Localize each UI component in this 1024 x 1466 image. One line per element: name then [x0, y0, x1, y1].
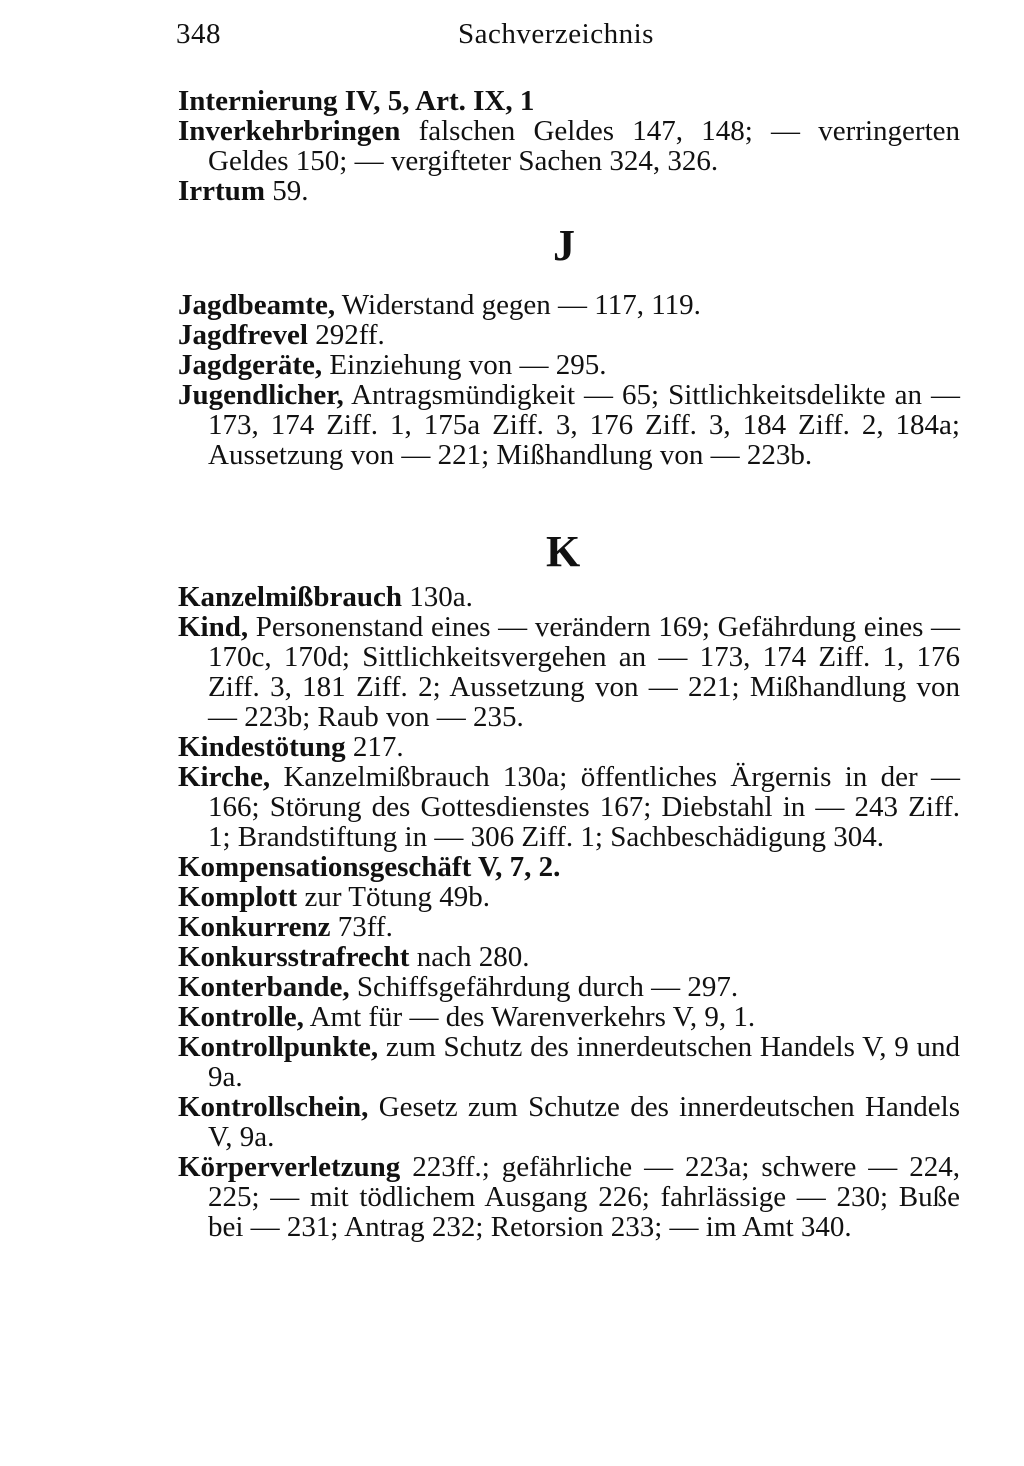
entry-term: Jugendlicher,: [178, 379, 344, 411]
index-entry: [178, 116, 960, 176]
entry-text: Widerstand gegen — 117, 119.: [335, 289, 701, 321]
index-entry: [178, 972, 960, 1002]
index-entry: [178, 176, 960, 206]
index-entry: [178, 290, 960, 320]
entry-text: Schiffsgefährdung durch — 297.: [349, 971, 739, 1003]
section-letter-k: K: [546, 527, 581, 576]
index-entry: [178, 320, 960, 350]
index-entry: [178, 882, 960, 912]
entry-text: Antragsmündigkeit — 65; Sittlichkeitsdelikte an — 173, 174 Ziff. 1, 175a Ziff. 3, 176 Ziff. 3, 184 Ziff. 2, 184a; Aussetzung von — 221; Mißhandlung von — 223b.: [208, 379, 960, 471]
entry-text: Gesetz zum Schutze des innerdeutschen Handels V, 9a.: [208, 1091, 960, 1153]
entry-term: Kindestötung: [178, 731, 346, 763]
index-entry: [178, 912, 960, 942]
entry-term: Kontrolle,: [178, 1001, 304, 1033]
entry-term: Kompensationsgeschäft V, 7, 2.: [178, 851, 561, 883]
running-head: Sachverzeichnis: [458, 18, 654, 50]
index-entry: [178, 86, 960, 116]
index-entry: [178, 1032, 960, 1092]
section-letter-j: J: [553, 221, 575, 270]
index-entry: [178, 762, 960, 852]
entry-text: 292ff.: [307, 319, 385, 351]
entry-term: Irrtum: [178, 175, 265, 207]
entry-text: 217.: [345, 731, 404, 763]
section-k: [178, 582, 960, 1242]
entry-term: Komplott: [178, 881, 298, 913]
entry-text: Kanzelmißbrauch 130a; öffentliches Ärgernis in der — 166; Störung des Gottesdienstes 167; Diebstahl in — 243 Ziff. 1; Brandstiftung in — 306 Ziff. 1; Sachbeschädigung 304.: [208, 761, 960, 853]
section-j: [178, 290, 960, 470]
entry-term: Inverkehrbringen: [178, 115, 401, 147]
entry-term: Jagdbeamte,: [178, 289, 336, 321]
index-entry: [178, 942, 960, 972]
entry-text: 59.: [264, 175, 309, 207]
entry-text: Einziehung von — 295.: [322, 349, 607, 381]
entry-term: Körperverletzung: [178, 1151, 401, 1183]
entry-term: Kirche,: [178, 761, 271, 793]
index-entry: [178, 612, 960, 732]
page-number: 348: [176, 18, 221, 50]
entry-text: zur Tötung 49b.: [297, 881, 490, 913]
entry-term: Jagdfrevel: [178, 319, 308, 351]
entry-term: Konkurrenz: [178, 911, 331, 943]
index-entry: [178, 852, 960, 882]
entry-term: Konterbande,: [178, 971, 350, 1003]
entry-text: 223ff.; gefährliche — 223a; schwere — 224, 225; — mit tödlichem Ausgang 226; fahrlässige — 230; Buße bei — 231; Antrag 232; Retorsion 233; — im Amt 340.: [208, 1151, 960, 1243]
entry-text: Amt für — des Warenverkehrs V, 9, 1.: [303, 1001, 756, 1033]
index-entry: [178, 582, 960, 612]
entry-term: Kind,: [178, 611, 249, 643]
index-entry: [178, 1002, 960, 1032]
section-i: [178, 86, 960, 206]
entry-text: falschen Geldes 147, 148; — verringerten Geldes 150; — vergifteter Sachen 324, 326.: [208, 115, 960, 177]
page-header: [176, 18, 696, 58]
entry-term: Internierung IV, 5, Art. IX, 1: [178, 85, 535, 117]
entry-text: 130a.: [401, 581, 473, 613]
entry-term: Konkursstrafrecht: [178, 941, 410, 973]
entry-text: Personenstand eines — verändern 169; Gefährdung eines — 170c, 170d; Sittlichkeitsvergehen an — 173, 174 Ziff. 1, 176 Ziff. 3, 181 Ziff. 2; Aussetzung von — 221; Mißhandlung von — 223b; Raub von — 235.: [208, 611, 960, 733]
entry-term: Jagdgeräte,: [178, 349, 323, 381]
entry-term: Kontrollschein,: [178, 1091, 369, 1123]
entry-text: nach 280.: [409, 941, 530, 973]
entry-term: Kontrollpunkte,: [178, 1031, 379, 1063]
entry-term: Kanzelmißbrauch: [178, 581, 402, 613]
index-entry: [178, 1152, 960, 1242]
index-entry: [178, 380, 960, 470]
index-entry: [178, 1092, 960, 1152]
index-entry: [178, 732, 960, 762]
entry-text: zum Schutz des innerdeutschen Handels V, 9 und 9a.: [208, 1031, 960, 1093]
entry-text: 73ff.: [330, 911, 393, 943]
index-entry: [178, 350, 960, 380]
